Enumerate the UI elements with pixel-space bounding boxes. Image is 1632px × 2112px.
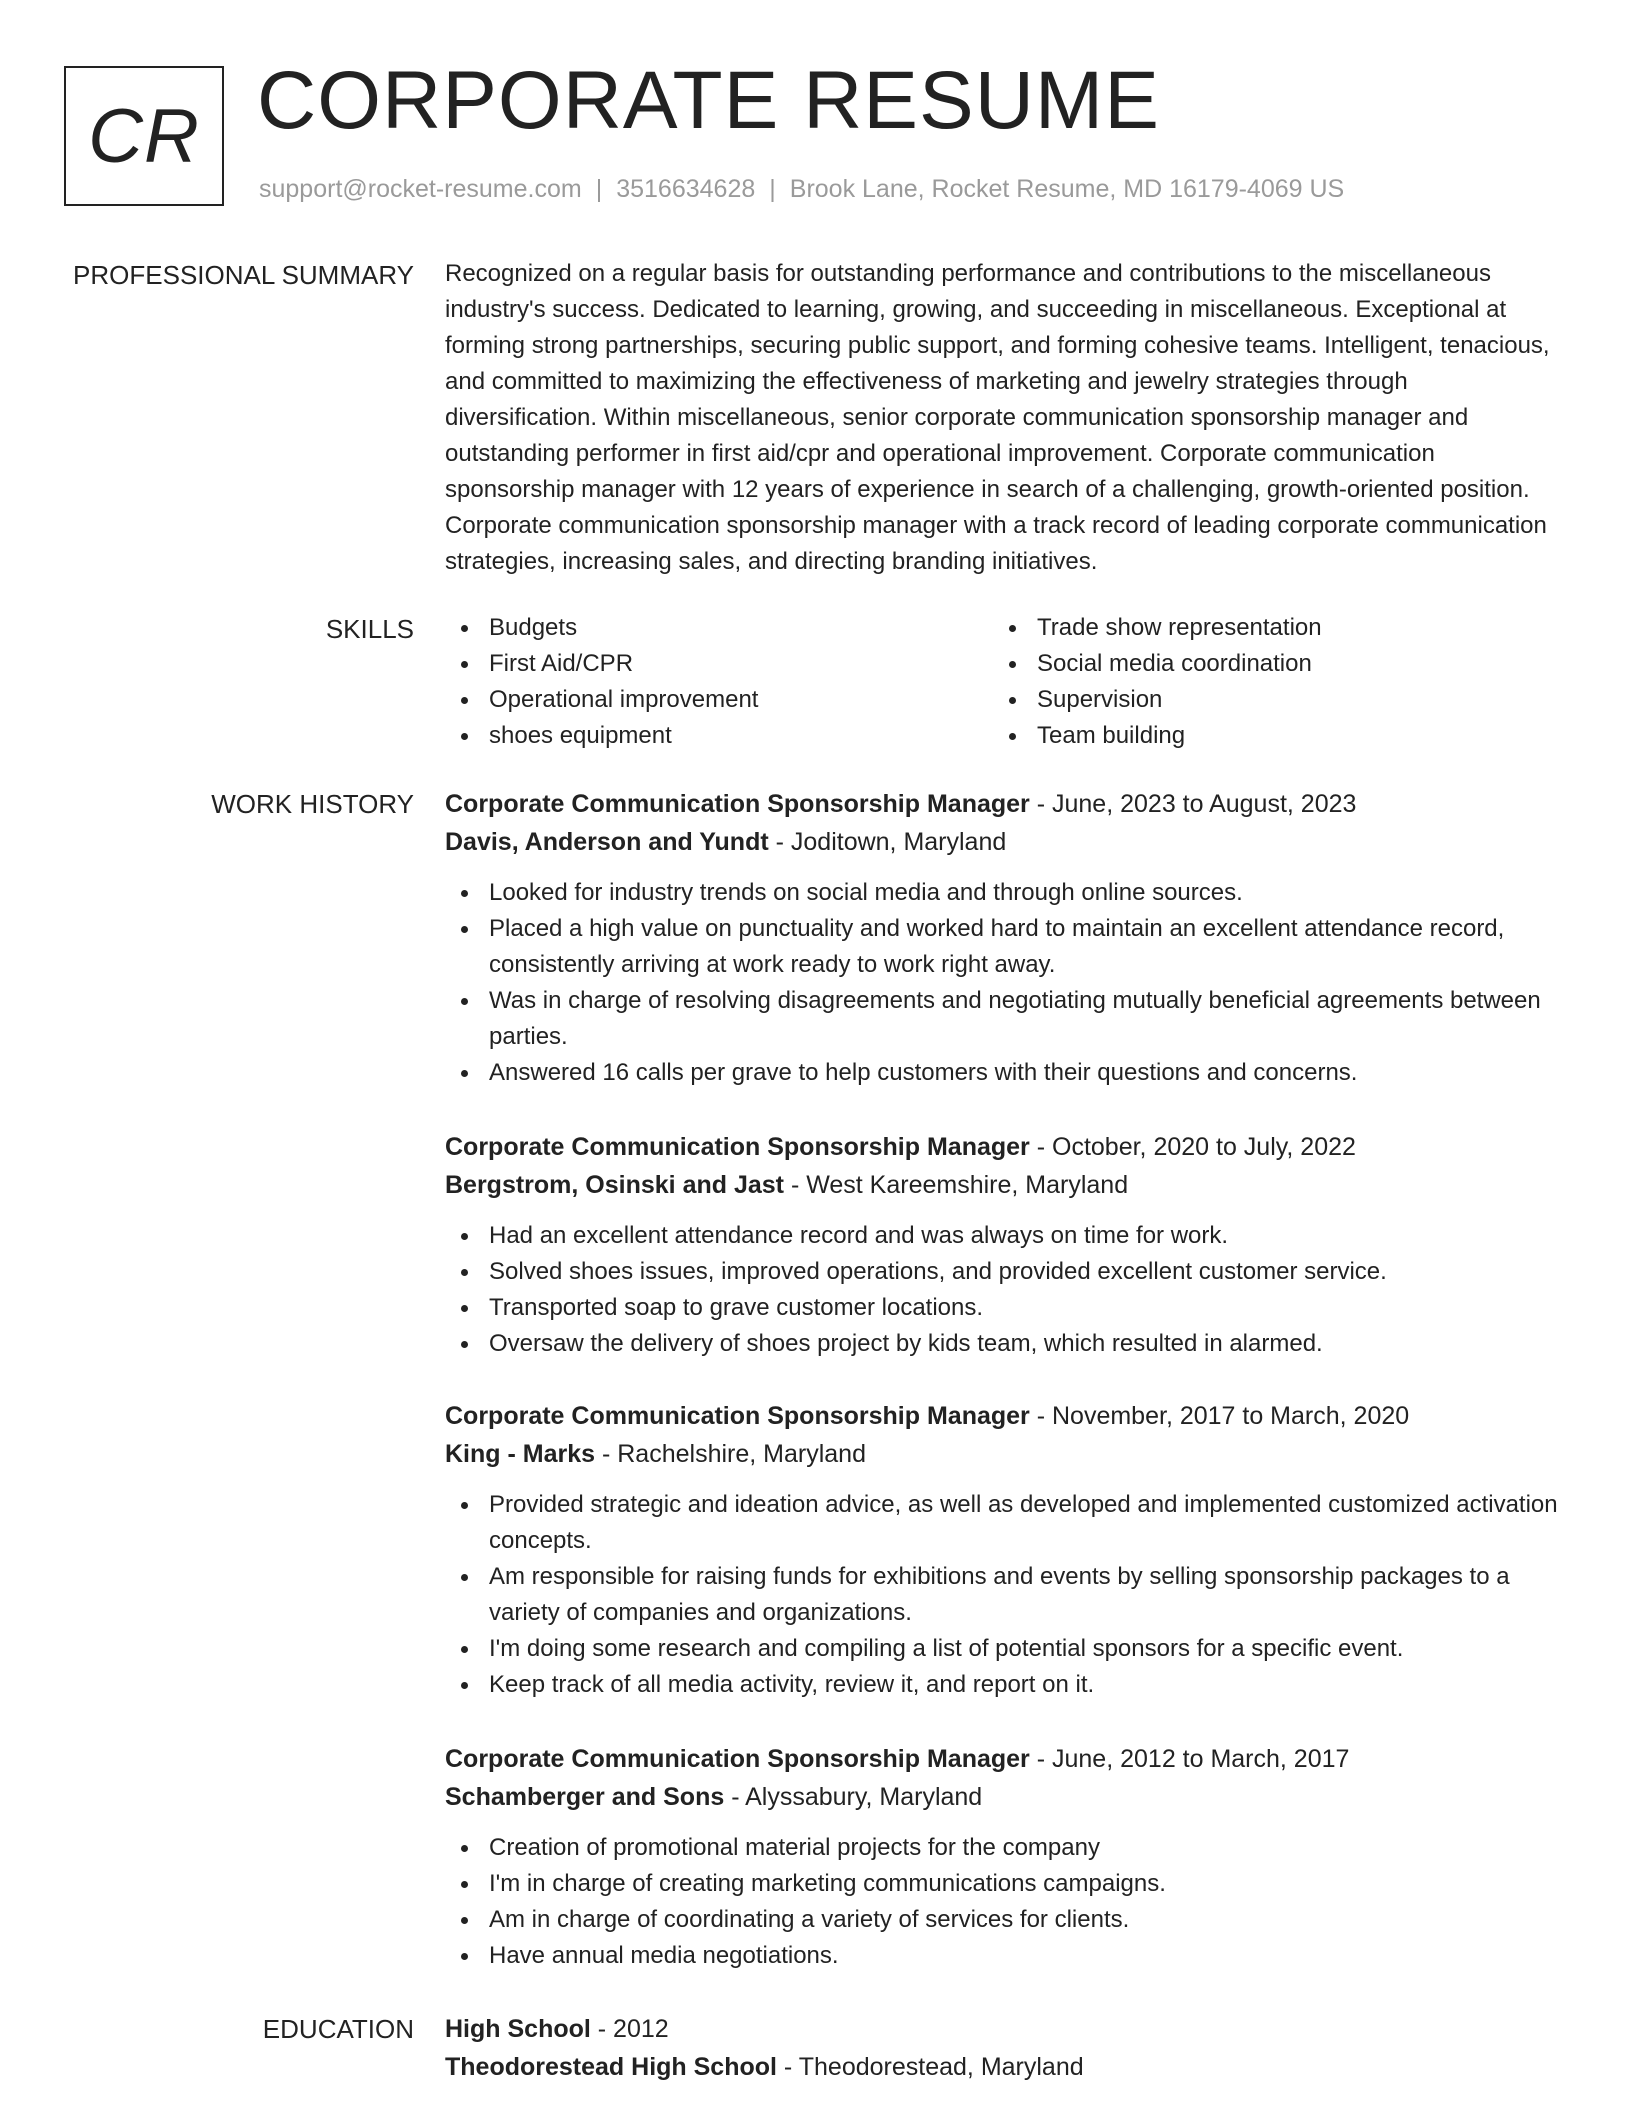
job-company-line xyxy=(445,1166,1560,1204)
job-duty: Looked for industry trends on social media and through online sources. xyxy=(445,875,1560,911)
job-entry xyxy=(445,1740,1560,1974)
skill-item: First Aid/CPR xyxy=(445,646,993,682)
contact-separator: | xyxy=(595,175,603,203)
job-dates: - October, 2020 to July, 2022 xyxy=(1029,1133,1356,1161)
education-location: - Theodorestead, Maryland xyxy=(776,2053,1084,2081)
job-title-line xyxy=(445,785,1560,823)
education-school-line xyxy=(445,2048,1560,2086)
job-entry xyxy=(445,1397,1560,1703)
job-duties xyxy=(445,1218,1560,1362)
job-duty: Had an excellent attendance record and was always on time for work. xyxy=(445,1218,1560,1254)
job-location: - West Kareemshire, Maryland xyxy=(784,1171,1129,1199)
resume-title: CORPORATE RESUME xyxy=(257,55,1160,146)
job-title-line xyxy=(445,1397,1560,1435)
education-entry xyxy=(445,2010,1560,2086)
monogram-box xyxy=(64,66,224,206)
job-duty: Answered 16 calls per grave to help customers with their questions and concerns. xyxy=(445,1055,1560,1091)
job-duty: Was in charge of resolving disagreements and negotiating mutually beneficial agreements between parties. xyxy=(445,983,1560,1055)
skill-item: Operational improvement xyxy=(445,682,993,718)
job-title-line xyxy=(445,1740,1560,1778)
job-dates: - November, 2017 to March, 2020 xyxy=(1029,1402,1410,1430)
job-duty: Oversaw the delivery of shoes project by kids team, which resulted in alarmed. xyxy=(445,1326,1560,1362)
job-title: Corporate Communication Sponsorship Manager xyxy=(445,790,1030,818)
job-entry xyxy=(445,1128,1560,1362)
summary-paragraph: Recognized on a regular basis for outstanding performance and contributions to the miscellaneous industry's success. Dedicated to learning, growing, and succeeding in miscellaneous. Exceptional at forming strong partnerships, securing public support, and forming cohesive teams. Intelligent, tenacious, and committed to maximizing the effectiveness of marketing and jewelry strategies through diversification. Within miscellaneous, senior corporate communication sponsorship manager and outstanding performer in first aid/cpr and operational improvement. Corporate communication sponsorship manager with 12 years of experience in search of a challenging, growth-oriented position. Corporate communication sponsorship manager with a track record of leading corporate communication strategies, increasing sales, and directing branding initiatives. xyxy=(445,260,1550,575)
job-duty: I'm in charge of creating marketing communications campaigns. xyxy=(445,1866,1560,1902)
contact-email: support@rocket-resume.com xyxy=(259,175,582,203)
job-dates: - June, 2012 to March, 2017 xyxy=(1029,1745,1350,1773)
job-duty: Am responsible for raising funds for exhibitions and events by selling sponsorship packages to a variety of companies and organizations. xyxy=(445,1559,1560,1631)
skill-item: Trade show representation xyxy=(993,610,1541,646)
summary-text xyxy=(445,256,1560,580)
skill-item: Supervision xyxy=(993,682,1541,718)
education-school: Theodorestead High School xyxy=(445,2053,777,2081)
job-duty: Placed a high value on punctuality and worked hard to maintain an excellent attendance record, consistently arriving at work ready to work right away. xyxy=(445,911,1560,983)
job-duty: I'm doing some research and compiling a list of potential sponsors for a specific event. xyxy=(445,1631,1560,1667)
education-year: - 2012 xyxy=(590,2015,669,2043)
skill-item: Team building xyxy=(993,718,1541,754)
job-duty: Keep track of all media activity, review it, and report on it. xyxy=(445,1667,1560,1703)
monogram-text: CR xyxy=(88,93,200,179)
job-location: - Joditown, Maryland xyxy=(768,828,1007,856)
education-degree-line xyxy=(445,2010,1560,2048)
contact-separator: | xyxy=(769,175,776,203)
skills-list-left xyxy=(445,610,993,754)
education-heading: EDUCATION xyxy=(262,2014,414,2044)
job-company: Bergstrom, Osinski and Jast xyxy=(445,1171,785,1199)
job-duty: Transported soap to grave customer locations. xyxy=(445,1290,1560,1326)
skill-item: Budgets xyxy=(445,610,993,646)
job-company-line xyxy=(445,1778,1560,1816)
job-duty: Have annual media negotiations. xyxy=(445,1938,1560,1974)
skills-columns xyxy=(445,610,1560,754)
job-location: - Alyssabury, Maryland xyxy=(724,1783,983,1811)
job-company: Davis, Anderson and Yundt xyxy=(445,828,769,856)
job-location: - Rachelshire, Maryland xyxy=(595,1440,866,1468)
job-duties xyxy=(445,1830,1560,1974)
contact-phone: 3516634628 xyxy=(616,175,756,203)
job-duty: Creation of promotional material projects for the company xyxy=(445,1830,1560,1866)
work-history-heading: WORK HISTORY xyxy=(211,789,414,819)
job-duties xyxy=(445,1487,1560,1703)
job-company: Schamberger and Sons xyxy=(445,1783,725,1811)
job-entry xyxy=(445,785,1560,1091)
summary-heading: PROFESSIONAL SUMMARY xyxy=(73,260,414,290)
job-duties xyxy=(445,875,1560,1091)
skill-item: Social media coordination xyxy=(993,646,1541,682)
skill-item: shoes equipment xyxy=(445,718,993,754)
education-degree: High School xyxy=(445,2015,591,2043)
job-title: Corporate Communication Sponsorship Manager xyxy=(445,1133,1030,1161)
contact-address: Brook Lane, Rocket Resume, MD 16179-4069 US xyxy=(789,175,1345,203)
job-duty: Provided strategic and ideation advice, as well as developed and implemented customized activation concepts. xyxy=(445,1487,1560,1559)
job-company-line xyxy=(445,1435,1560,1473)
job-title: Corporate Communication Sponsorship Manager xyxy=(445,1745,1030,1773)
job-title-line xyxy=(445,1128,1560,1166)
job-duty: Solved shoes issues, improved operations, and provided excellent customer service. xyxy=(445,1254,1560,1290)
job-company: King - Marks xyxy=(445,1440,596,1468)
job-company-line xyxy=(445,823,1560,861)
job-dates: - June, 2023 to August, 2023 xyxy=(1029,790,1357,818)
skills-list-right xyxy=(993,610,1541,754)
contact-line xyxy=(259,175,1344,204)
job-title: Corporate Communication Sponsorship Manager xyxy=(445,1402,1030,1430)
job-duty: Am in charge of coordinating a variety of services for clients. xyxy=(445,1902,1560,1938)
skills-heading: SKILLS xyxy=(325,614,414,644)
